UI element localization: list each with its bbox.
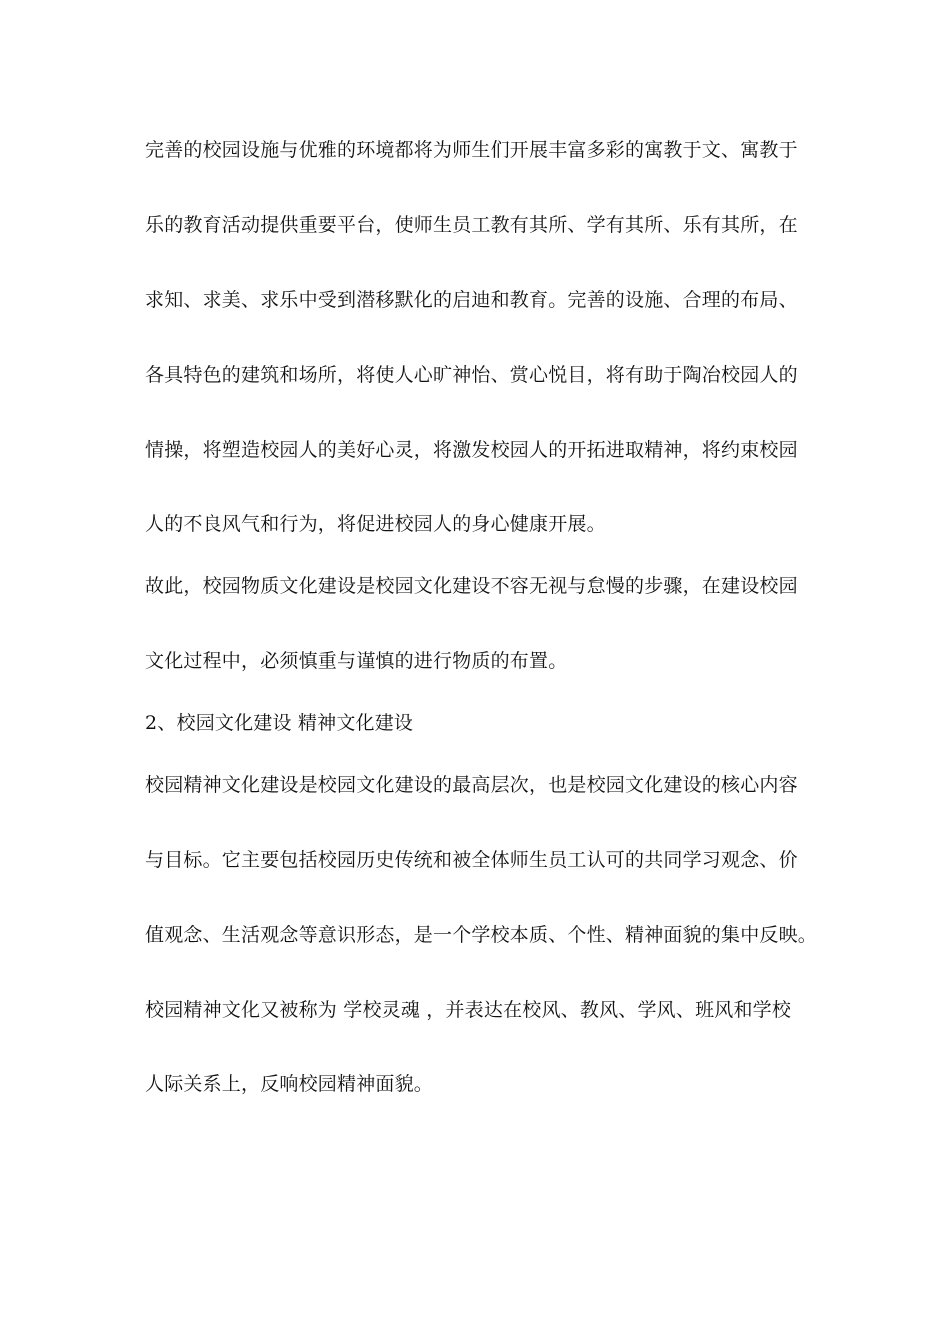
section-heading: 2、校园文化建设 精神文化建设 [145, 712, 414, 734]
paragraph-line: 完善的校园设施与优雅的环境都将为师生们开展丰富多彩的寓教于文、寓教于 [145, 139, 798, 161]
paragraph-line: 人际关系上，反响校园精神面貌。 [145, 1073, 434, 1095]
paragraph-line: 人的不良风气和行为，将促进校园人的身心健康开展。 [145, 513, 606, 535]
paragraph-line: 值观念、生活观念等意识形态，是一个学校本质、个性、精神面貌的集中反映。 [145, 924, 818, 946]
paragraph-line: 情操，将塑造校园人的美好心灵，将激发校园人的开拓进取精神，将约束校园 [145, 439, 798, 461]
paragraph-line: 各具特色的建筑和场所，将使人心旷神怡、赏心悦目，将有助于陶冶校园人的 [145, 364, 798, 386]
paragraph-line: 求知、求美、求乐中受到潜移默化的启迪和教育。完善的设施、合理的布局、 [145, 289, 798, 311]
paragraph-line: 乐的教育活动提供重要平台，使师生员工教有其所、学有其所、乐有其所，在 [145, 214, 798, 236]
paragraph-line: 与目标。它主要包括校园历史传统和被全体师生员工认可的共同学习观念、价 [145, 849, 798, 871]
paragraph-line: 校园精神文化又被称为 学校灵魂 ，并表达在校风、教风、学风、班风和学校 [145, 999, 792, 1021]
paragraph-line: 故此，校园物质文化建设是校园文化建设不容无视与怠慢的步骤，在建设校园 [145, 575, 798, 597]
paragraph-line: 文化过程中，必须慎重与谨慎的进行物质的布置。 [145, 650, 568, 672]
paragraph-line: 校园精神文化建设是校园文化建设的最高层次，也是校园文化建设的核心内容 [145, 774, 798, 796]
